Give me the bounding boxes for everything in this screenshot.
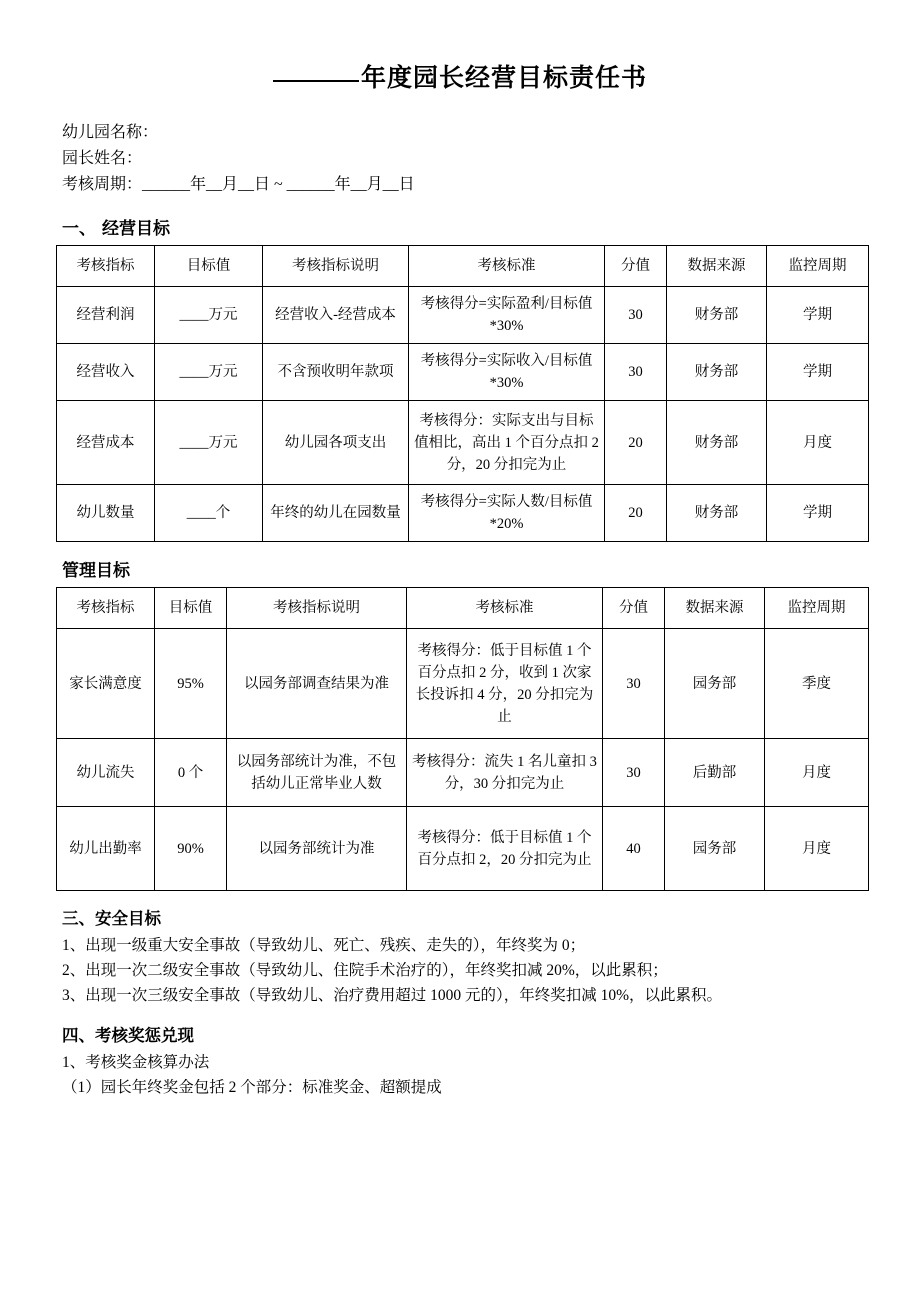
cell-standard: 考核得分：流失 1 名儿童扣 3 分，30 分扣完为止 [407,739,603,807]
table-row [57,485,869,542]
cell-target: ____个 [155,485,263,542]
meta-kindergarten-name: 幼儿园名称： [62,124,159,141]
cell-cycle: 月度 [765,739,869,807]
col-description: 考核指标说明 [263,246,409,287]
table-row [57,629,869,739]
cell-score: 30 [603,739,665,807]
section1-index: 一、 [62,219,96,238]
cell-indicator: 幼儿数量 [57,485,155,542]
cell-source: 园务部 [665,629,765,739]
cell-indicator: 家长满意度 [57,629,155,739]
cell-target: ____万元 [155,344,263,401]
cell-description: 幼儿园各项支出 [263,401,409,485]
cell-indicator: 幼儿流失 [57,739,155,807]
table-row [57,287,869,344]
cell-indicator: 经营利润 [57,287,155,344]
meta-period: 考核周期：______年__月__日 ~ ______年__月__日 [62,176,415,193]
list-item: 1、考核奖金核算办法 [62,1054,210,1071]
cell-standard: 考核得分：低于目标值 1 个百分点扣 2 分，收到 1 次家长投诉扣 4 分，20 分扣完为止 [407,629,603,739]
cell-target: 95% [155,629,227,739]
col-indicator: 考核指标 [57,246,155,287]
cell-cycle: 季度 [765,629,869,739]
col-cycle: 监控周期 [765,588,869,629]
cell-description: 经营收入-经营成本 [263,287,409,344]
table-row [57,344,869,401]
section1-title: 经营目标 [102,219,170,238]
cell-target: ____万元 [155,401,263,485]
reward-list [62,1050,864,1100]
list-item: （1）园长年终奖金包括 2 个部分：标准奖金、超额提成 [62,1079,442,1096]
cell-cycle: 月度 [767,401,869,485]
cell-description: 以园务部调查结果为准 [227,629,407,739]
cell-indicator: 经营成本 [57,401,155,485]
cell-score: 40 [603,807,665,891]
section-heading-business-goals [62,214,864,239]
col-target: 目标值 [155,588,227,629]
col-standard: 考核标准 [409,246,605,287]
cell-source: 财务部 [667,344,767,401]
table-management-goals [56,587,869,891]
meta-principal-name: 园长姓名： [62,150,143,167]
cell-source: 园务部 [665,807,765,891]
cell-standard: 考核得分=实际收入/目标值*30% [409,344,605,401]
section-heading-reward-punishment: 四、考核奖惩兑现 [62,1027,194,1045]
cell-cycle: 学期 [767,485,869,542]
table-business-goals [56,245,869,542]
cell-source: 财务部 [667,287,767,344]
cell-standard: 考核得分：低于目标值 1 个百分点扣 2，20 分扣完为止 [407,807,603,891]
col-score: 分值 [603,588,665,629]
title-blank-underline [273,80,359,82]
table-row [57,807,869,891]
cell-target: ____万元 [155,287,263,344]
cell-score: 20 [605,485,667,542]
page-title-text: 年度园长经营目标责任书 [360,64,647,92]
meta-block [62,120,864,198]
cell-target: 0 个 [155,739,227,807]
cell-standard: 考核得分：实际支出与目标值相比，高出 1 个百分点扣 2 分，20 分扣完为止 [409,401,605,485]
list-item: 1、出现一级重大安全事故（导致幼儿、死亡、残疾、走失的），年终奖为 0； [62,937,586,954]
cell-description: 以园务部统计为准，不包括幼儿正常毕业人数 [227,739,407,807]
col-score: 分值 [605,246,667,287]
table-header-row [57,246,869,287]
cell-target: 90% [155,807,227,891]
cell-score: 30 [605,344,667,401]
col-source: 数据来源 [665,588,765,629]
cell-standard: 考核得分=实际人数/目标值*20% [409,485,605,542]
table-header-row [57,588,869,629]
col-indicator: 考核指标 [57,588,155,629]
cell-score: 30 [603,629,665,739]
col-cycle: 监控周期 [767,246,869,287]
cell-source: 财务部 [667,485,767,542]
col-target: 目标值 [155,246,263,287]
cell-score: 20 [605,401,667,485]
cell-description: 以园务部统计为准 [227,807,407,891]
cell-description: 年终的幼儿在园数量 [263,485,409,542]
cell-score: 30 [605,287,667,344]
table-row [57,739,869,807]
section-heading-management-goals [62,556,864,581]
list-item: 3、出现一次三级安全事故（导致幼儿、治疗费用超过 1000 元的），年终奖扣减 10%，以此累积。 [62,987,723,1004]
col-standard: 考核标准 [407,588,603,629]
cell-source: 后勤部 [665,739,765,807]
section-heading-safety-goals: 三、安全目标 [62,910,161,928]
col-description: 考核指标说明 [227,588,407,629]
list-item: 2、出现一次二级安全事故（导致幼儿、住院手术治疗的），年终奖扣减 20%，以此累积； [62,962,668,979]
section2-title: 管理目标 [62,561,130,580]
cell-cycle: 学期 [767,287,869,344]
cell-standard: 考核得分=实际盈利/目标值*30% [409,287,605,344]
table-row [57,401,869,485]
cell-cycle: 学期 [767,344,869,401]
cell-description: 不含预收明年款项 [263,344,409,401]
cell-cycle: 月度 [765,807,869,891]
col-source: 数据来源 [667,246,767,287]
safety-goal-list [62,933,864,1008]
page-title [56,58,864,94]
cell-indicator: 经营收入 [57,344,155,401]
cell-source: 财务部 [667,401,767,485]
cell-indicator: 幼儿出勤率 [57,807,155,891]
